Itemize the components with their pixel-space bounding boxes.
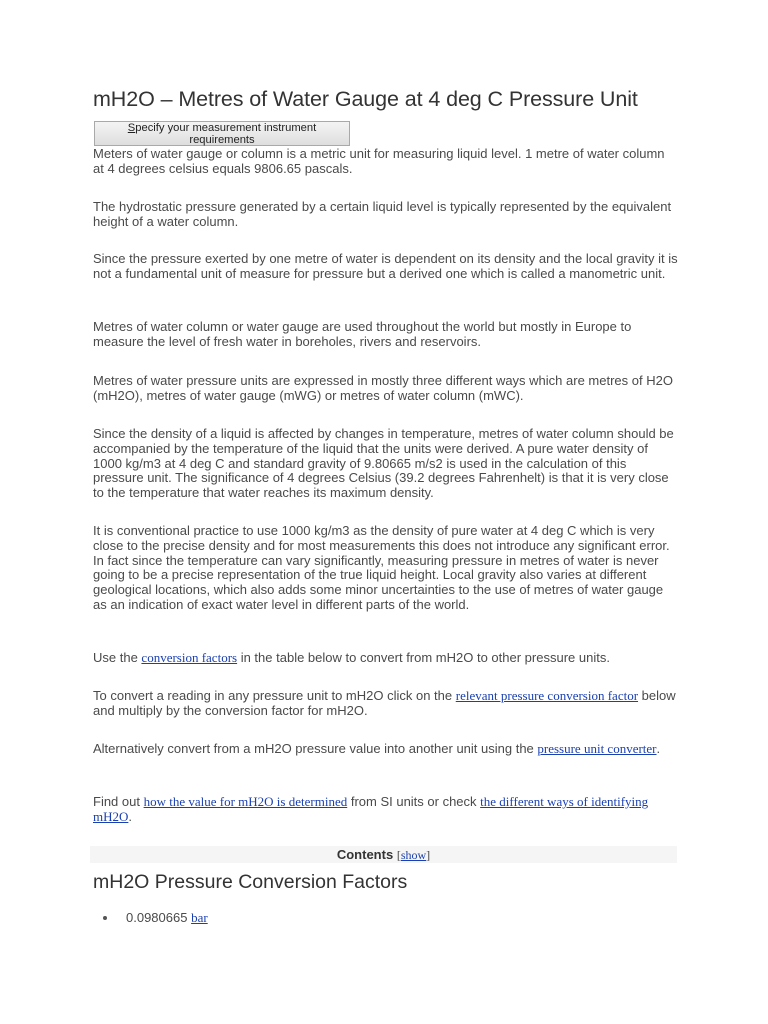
list-item [93,910,208,926]
paragraph-manometric: Since the pressure exerted by one metre of water is dependent on its density and the local gravity it is not a fundamental unit of measure for pressure but a derived one which is called a manometric unit. [93,251,678,281]
text-fragment: . [656,741,661,756]
paragraph-usage: Metres of water column or water gauge are used throughout the world but mostly in Europe to measure the level of fresh water in boreholes, rivers and reservoirs. [93,319,632,349]
identifying-mh2o-link[interactable]: the different ways of identifying mH2O [93,794,649,824]
paragraph-temperature: Since the density of a liquid is affected by changes in temperature, metres of water column should be accompanied by the temperature of the liquid that the units were derived. A pure water density of 1000 kg/m3 at 4 deg C and standard gravity of 9.80665 m/s2 is used in the calculation of this pressure unit. The significance of 4 degrees Celsius (39.2 degrees Fahrenhelt) is that it is very close to the temperature that water reaches its maximum density. [93,426,674,501]
paragraph-convert-reading [93,689,678,719]
paragraph-conventional-practice: It is conventional practice to use 1000 kg/m3 as the density of pure water at 4 deg C which is very close to the precise density and for most measurements this does not introduce any significant error. In fact since the temperature can vary significantly, measuring pressure in metres of water is never going to be a precise representation of the true liquid height. Local gravity also varies at different geological locations, which also adds some minor uncertainties to the use of metres of water gauge as an indication of exact water level in different parts of the world. [93,523,670,612]
bullet-icon [103,916,107,920]
text-fragment: . [128,808,133,824]
paragraph-hydrostatic: The hydrostatic pressure generated by a certain liquid level is typically represented by the equivalent height of a water column. [93,199,672,229]
page-title: mH2O – Metres of Water Gauge at 4 deg C Pressure Unit [93,87,638,111]
section-title: mH2O Pressure Conversion Factors [93,871,408,893]
contents-close-bracket: ] [426,848,431,862]
paragraph-use-conversion-factors [93,651,678,666]
text-fragment: Alternatively convert from a mH2O pressure value into another unit using the [93,741,538,756]
paragraph-find-out [93,795,678,825]
factor-unit-link[interactable]: bar [191,910,208,925]
specify-requirements-button[interactable] [94,121,350,146]
text-fragment: from SI units or check [347,794,481,809]
text-fragment: To convert a reading in any pressure unit to mH2O click on the [93,688,456,703]
table-of-contents [90,846,677,863]
relevant-conversion-factor-link[interactable]: relevant pressure conversion factor [455,688,639,703]
specify-requirements-label: Specify your measurement instrument requirements [127,121,317,146]
conversion-factors-link[interactable]: conversion factors [141,650,238,665]
conversion-factor-list [93,910,208,926]
paragraph-definition: Meters of water gauge or column is a metric unit for measuring liquid level. 1 metre of water column at 4 degrees celsius equals 9806.65 pascals. [93,146,665,176]
paragraph-unit-variants: Metres of water pressure units are expressed in mostly three different ways which are metres of H2O (mH2O), metres of water gauge (mWG) or metres of water column (mWC). [93,373,673,403]
value-determined-link[interactable]: how the value for mH2O is determined [143,794,348,809]
contents-label: Contents [336,847,394,862]
text-fragment: Find out [93,794,144,809]
pressure-unit-converter-link[interactable]: pressure unit converter [537,741,657,756]
text-fragment: Use the [93,650,142,665]
contents-show-link[interactable]: show [400,848,427,862]
text-fragment: below and multiply by the conversion factor for mH2O. [93,688,676,718]
text-fragment: in the table below to convert from mH2O to other pressure units. [237,650,610,665]
paragraph-alternative-converter [93,742,678,757]
contents-open-bracket: [ [396,848,401,862]
factor-value: 0.0980665 [126,910,192,925]
